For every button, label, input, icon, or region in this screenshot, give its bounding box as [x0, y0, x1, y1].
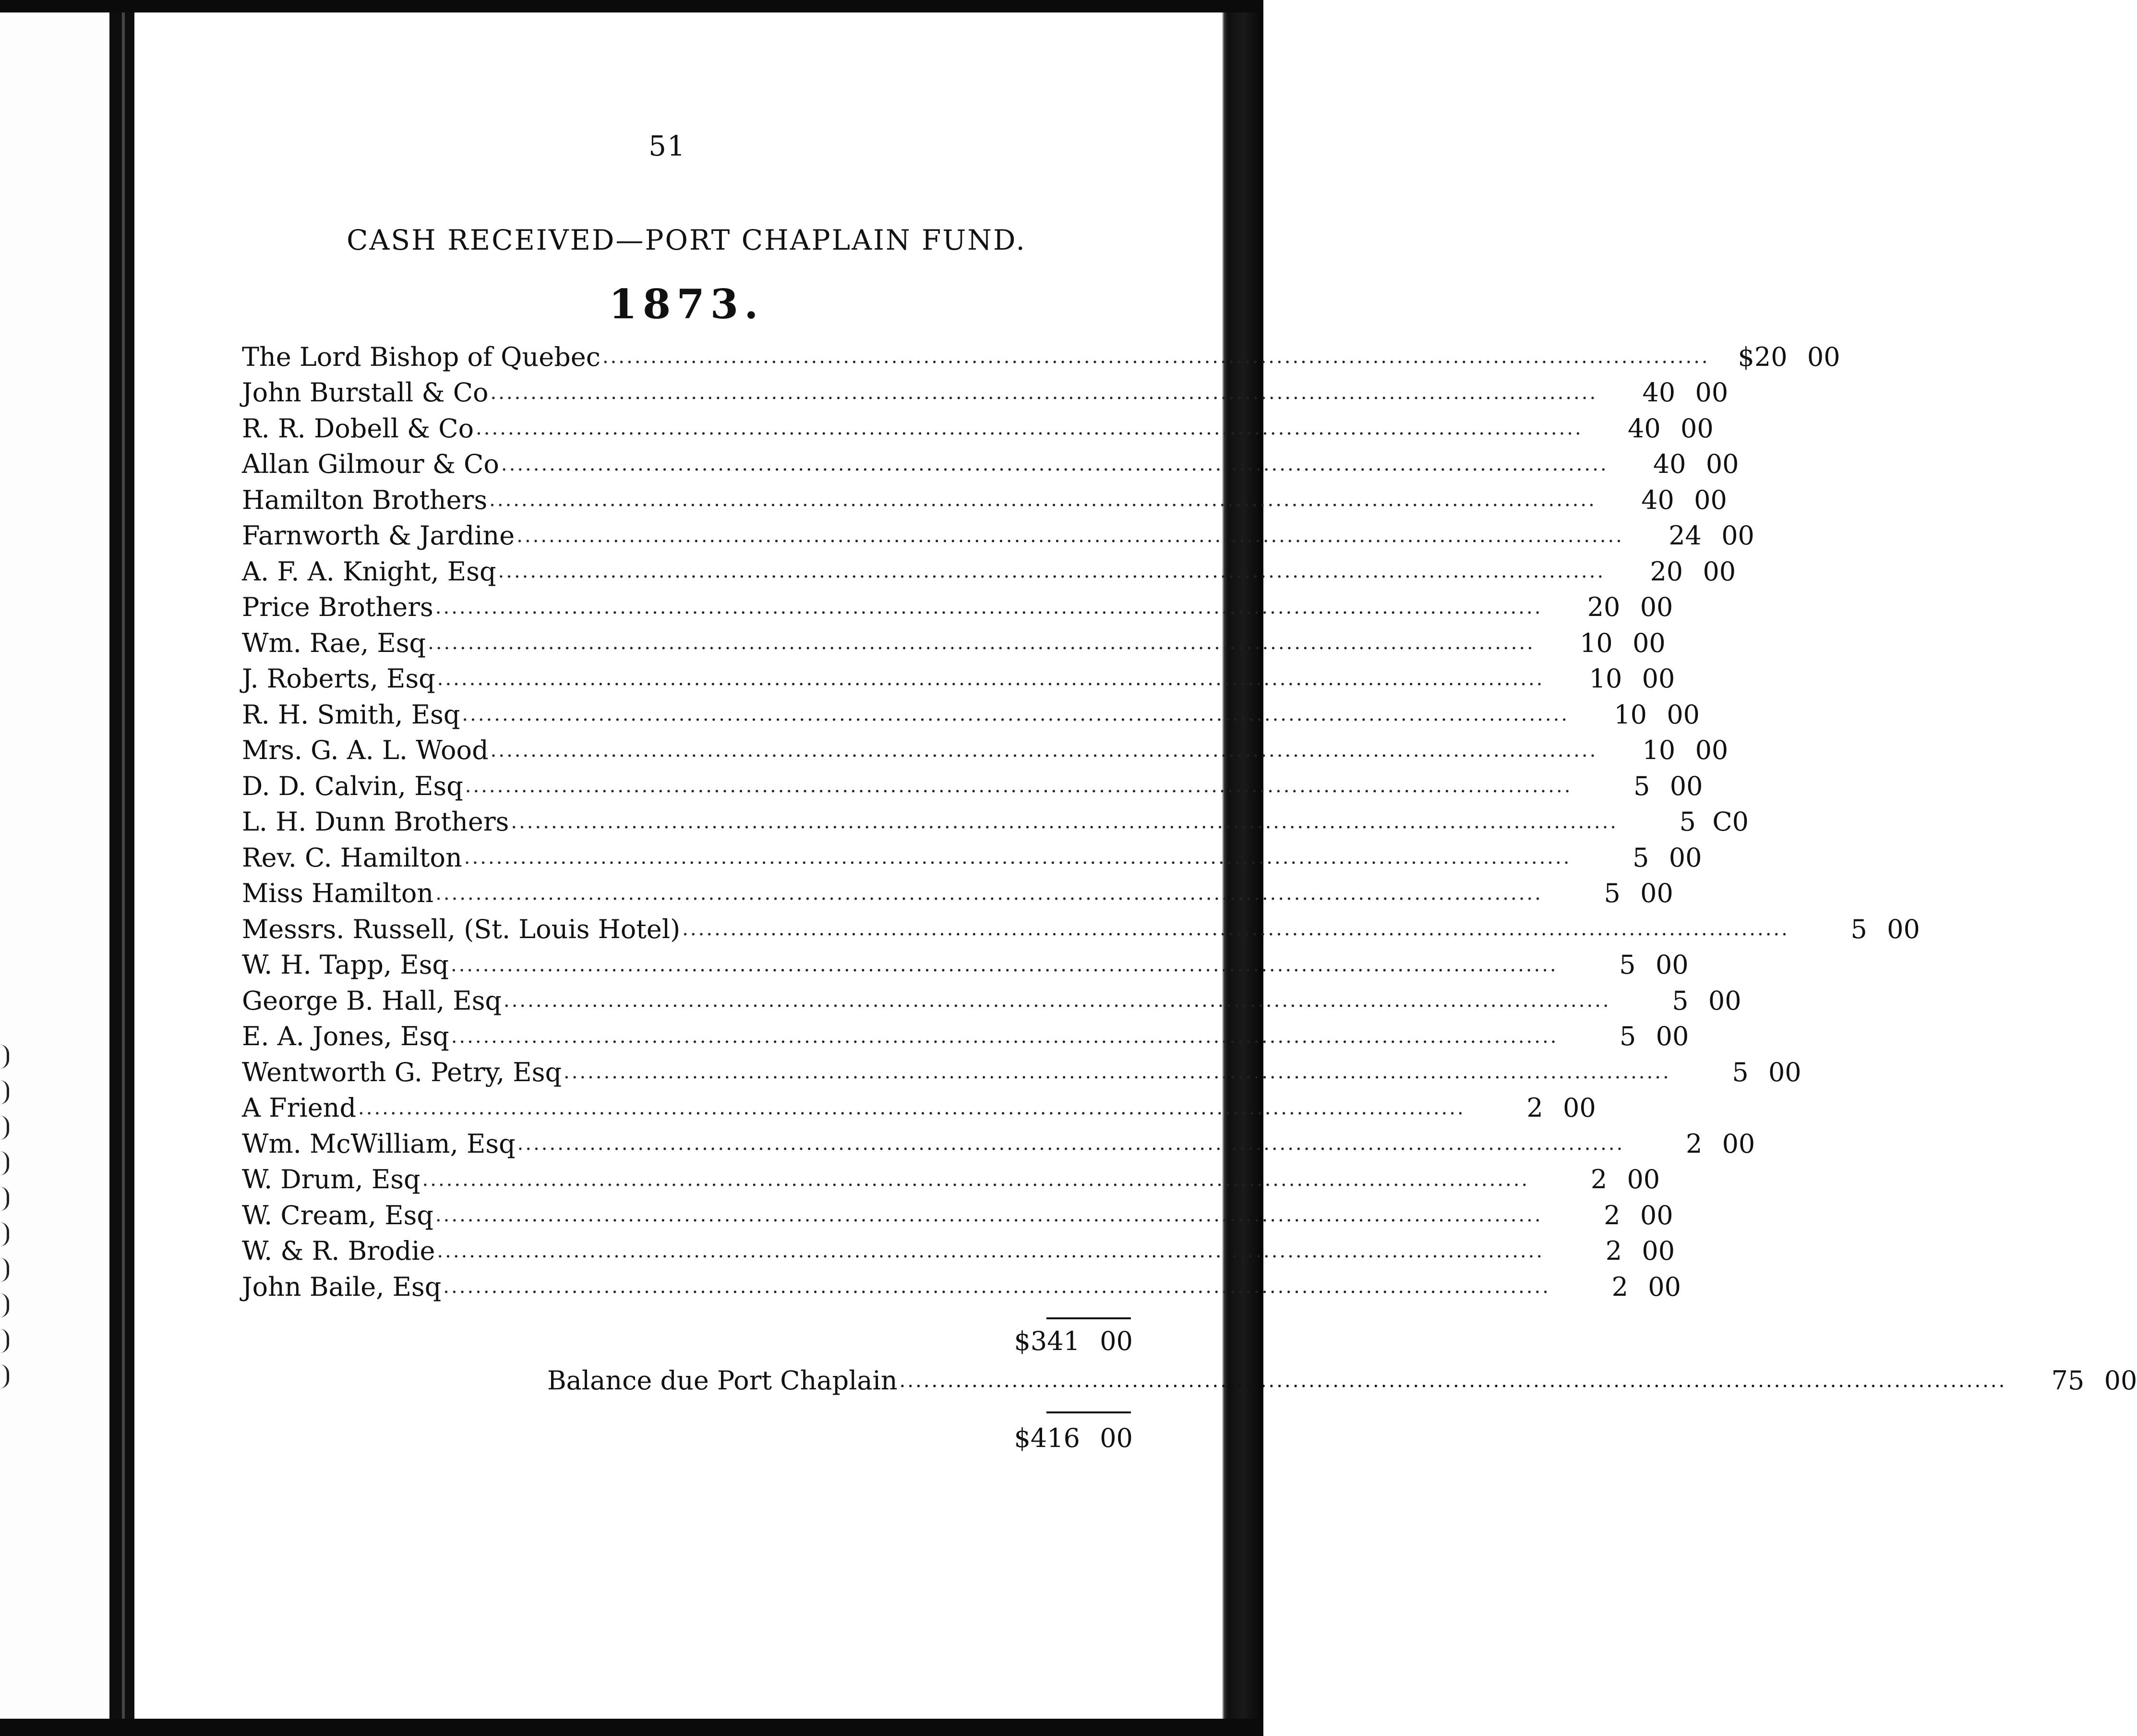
page [134, 12, 2137, 1719]
contributor-name: J. Roberts, Esq [242, 663, 435, 694]
amount-cents: 00 [1695, 377, 1729, 408]
list-item [242, 625, 1666, 661]
amount-cents: 00 [1633, 627, 1666, 658]
gutter-line [122, 12, 125, 1719]
list-item [242, 339, 1840, 375]
amount-dollars: $20 [1738, 341, 1788, 372]
contributor-name: R. H. Smith, Esq [242, 699, 460, 730]
contributor-name: A Friend [242, 1093, 357, 1123]
contributor-name: A. F. A. Knight, Esq [242, 556, 496, 587]
contributor-name: Allan Gilmour & Co [242, 449, 499, 480]
amount-cents: 00 [1807, 341, 1840, 372]
contributor-name: Rev. C. Hamilton [242, 842, 462, 873]
previous-page-brackets [0, 1045, 10, 1477]
leader-dots: .......................................................................................................................................... [511, 810, 1619, 833]
amount-cents: 00 [1721, 520, 1754, 551]
leader-dots: .......................................................................................................................................... [422, 1168, 1530, 1191]
list-item [242, 983, 1741, 1019]
contributor-name: Wentworth G. Petry, Esq [242, 1057, 562, 1087]
amount-cents: 00 [1705, 449, 1739, 480]
amount-dollars: 10 [1614, 699, 1647, 730]
list-item [242, 1233, 1675, 1269]
leader-dots: .......................................................................................................................................... [476, 417, 1583, 440]
list-item [242, 410, 1714, 446]
amount-cents: 00 [1642, 663, 1675, 694]
list-item [242, 768, 1703, 804]
amount-dollars: 5 [1633, 842, 1649, 873]
amount-dollars: 5 [1620, 1021, 1636, 1052]
subtotal-cents: 00 [1100, 1326, 1133, 1356]
balance-row [547, 1365, 2137, 1396]
amount-cents: 00 [1648, 1271, 1681, 1302]
amount-dollars: 20 [1650, 556, 1683, 587]
list-item [242, 554, 1736, 590]
amount-dollars: 5 [1672, 985, 1689, 1016]
list-item [242, 375, 1729, 411]
amount-cents: 00 [1887, 914, 1920, 944]
leader-dots: .......................................................................................................................................... [490, 739, 1598, 761]
amount-cents: 00 [1655, 950, 1689, 980]
amount-cents: 00 [1627, 1164, 1660, 1195]
leader-dots: .......................................................................................................................................... [464, 846, 1572, 869]
leader-dots: .......................................................................................................................................... [428, 632, 1535, 654]
leader-dots: .......................................................................................................................................... [465, 775, 1573, 797]
grand-total [989, 1423, 1133, 1453]
scan-border-top [0, 0, 1263, 12]
list-item [242, 911, 1920, 947]
contributor-name: E. A. Jones, Esq [242, 1021, 449, 1052]
amount-cents: 00 [1694, 484, 1727, 515]
amount-cents: 00 [1708, 985, 1741, 1016]
amount-cents: 00 [1669, 771, 1703, 801]
leader-dots: .......................................................................................................................................... [435, 596, 1543, 618]
list-item [242, 697, 1700, 733]
amount-dollars: 20 [1587, 592, 1621, 623]
amount-cents: 00 [1722, 1128, 1755, 1159]
list-item [242, 590, 1673, 626]
grand-total-rule [1046, 1411, 1131, 1413]
contributor-name: Farnworth & Jardine [242, 520, 515, 551]
amount-dollars: 40 [1641, 484, 1674, 515]
list-item [242, 446, 1739, 482]
amount-cents: C0 [1712, 807, 1749, 837]
amount-dollars: 5 [1619, 950, 1636, 980]
list-item [242, 804, 1749, 840]
leader-dots: .......................................................................................................................................... [516, 524, 1624, 547]
amount-dollars: 2 [1605, 1236, 1622, 1266]
subtotal-dollars: $341 [1014, 1326, 1080, 1356]
amount-dollars: 2 [1526, 1093, 1543, 1123]
leader-dots: .......................................................................................................................................... [435, 1204, 1543, 1227]
contributor-name: Hamilton Brothers [242, 484, 488, 515]
contributor-name: Miss Hamilton [242, 878, 434, 909]
leader-dots: .......................................................................................................................................... [490, 381, 1598, 404]
contributor-name: George B. Hall, Esq [242, 985, 502, 1016]
contributor-name: Mrs. G. A. L. Wood [242, 735, 489, 766]
leader-dots: .......................................................................................................................................... [503, 989, 1611, 1012]
list-item [242, 1054, 1801, 1090]
leader-dots: .......................................................................................................................................... [899, 1369, 2007, 1392]
contributor-name: W. Cream, Esq [242, 1200, 433, 1230]
contributor-name: W. H. Tapp, Esq [242, 950, 449, 980]
amount-cents: 00 [1667, 699, 1700, 730]
contributor-name: John Baile, Esq [242, 1271, 442, 1302]
leader-dots: .......................................................................................................................................... [489, 489, 1597, 511]
list-item [242, 1019, 1689, 1055]
amount-dollars: 10 [1580, 627, 1613, 658]
grand-total-dollars: $416 [1014, 1423, 1080, 1453]
amount-dollars: 40 [1642, 377, 1676, 408]
contributor-name: W. Drum, Esq [242, 1164, 420, 1195]
amount-dollars: 2 [1611, 1271, 1628, 1302]
amount-dollars: 5 [1633, 771, 1650, 801]
contribution-list [242, 339, 1920, 1305]
scan-border-bottom [0, 1719, 1263, 1736]
amount-dollars: 5 [1732, 1057, 1749, 1087]
list-item [242, 661, 1675, 697]
amount-cents: 00 [1562, 1093, 1596, 1123]
leader-dots: .......................................................................................................................................... [501, 453, 1609, 475]
list-item [242, 1162, 1660, 1198]
leader-dots: .......................................................................................................................................... [602, 346, 1710, 368]
page-heading: CASH RECEIVED—PORT CHAPLAIN FUND. [347, 224, 1026, 256]
list-item [242, 733, 1729, 769]
contributor-name: John Burstall & Co [242, 377, 489, 408]
list-item [242, 1269, 1681, 1305]
subtotal-rule [1046, 1317, 1131, 1319]
list-item [242, 1090, 1596, 1126]
amount-cents: 00 [1642, 1236, 1675, 1266]
amount-dollars: 2 [1685, 1128, 1703, 1159]
leader-dots: .......................................................................................................................................... [435, 882, 1543, 904]
amount-cents: 00 [1681, 413, 1714, 444]
list-item [242, 1126, 1755, 1162]
amount-dollars: 5 [1850, 914, 1867, 944]
list-item [242, 518, 1754, 554]
leader-dots: .......................................................................................................................................... [682, 918, 1789, 940]
list-item [242, 1197, 1673, 1233]
list-item [242, 840, 1702, 876]
balance-cents: 00 [2104, 1365, 2137, 1396]
leader-dots: .......................................................................................................................................... [462, 703, 1570, 726]
contributor-name: W. & R. Brodie [242, 1236, 435, 1266]
contributor-name: Messrs. Russell, (St. Louis Hotel) [242, 914, 681, 944]
contributor-name: L. H. Dunn Brothers [242, 807, 509, 837]
subtotal [989, 1326, 1133, 1356]
previous-page-edge [0, 12, 109, 1719]
leader-dots: .......................................................................................................................................... [358, 1097, 1465, 1119]
contributor-name: Wm. Rae, Esq [242, 627, 426, 658]
leader-dots: .......................................................................................................................................... [451, 953, 1558, 976]
list-item [242, 482, 1727, 518]
amount-dollars: 5 [1679, 807, 1696, 837]
leader-dots: .......................................................................................................................................... [498, 560, 1606, 583]
list-item [242, 947, 1689, 983]
contributor-name: D. D. Calvin, Esq [242, 771, 463, 801]
amount-cents: 00 [1656, 1021, 1689, 1052]
leader-dots: .......................................................................................................................................... [517, 1133, 1625, 1155]
amount-cents: 00 [1640, 878, 1673, 909]
contributor-name: Price Brothers [242, 592, 433, 623]
amount-cents: 00 [1640, 592, 1673, 623]
leader-dots: .......................................................................................................................................... [437, 667, 1545, 690]
leader-dots: .......................................................................................................................................... [564, 1061, 1671, 1084]
amount-cents: 00 [1768, 1057, 1801, 1087]
amount-cents: 00 [1703, 556, 1736, 587]
page-number: 51 [648, 130, 686, 162]
grand-total-cents: 00 [1100, 1423, 1133, 1453]
leader-dots: .......................................................................................................................................... [451, 1025, 1559, 1048]
list-item [242, 876, 1673, 912]
contributor-name: R. R. Dobell & Co [242, 413, 474, 444]
contributor-name: Wm. McWilliam, Esq [242, 1128, 516, 1159]
contributor-name: The Lord Bishop of Quebec [242, 341, 600, 372]
amount-dollars: 2 [1604, 1200, 1621, 1230]
leader-dots: .......................................................................................................................................... [443, 1276, 1550, 1298]
amount-dollars: 24 [1669, 520, 1702, 551]
year-heading: 1873. [609, 280, 764, 328]
amount-dollars: 10 [1589, 663, 1622, 694]
amount-cents: 00 [1640, 1200, 1673, 1230]
amount-dollars: 5 [1604, 878, 1621, 909]
amount-dollars: 40 [1653, 449, 1686, 480]
balance-dollars: 75 [2051, 1365, 2085, 1396]
balance-label: Balance due Port Chaplain [547, 1365, 898, 1396]
amount-cents: 00 [1695, 735, 1729, 766]
leader-dots: .......................................................................................................................................... [437, 1240, 1545, 1262]
amount-cents: 00 [1669, 842, 1702, 873]
amount-dollars: 2 [1590, 1164, 1608, 1195]
amount-dollars: 10 [1642, 735, 1676, 766]
amount-dollars: 40 [1628, 413, 1661, 444]
